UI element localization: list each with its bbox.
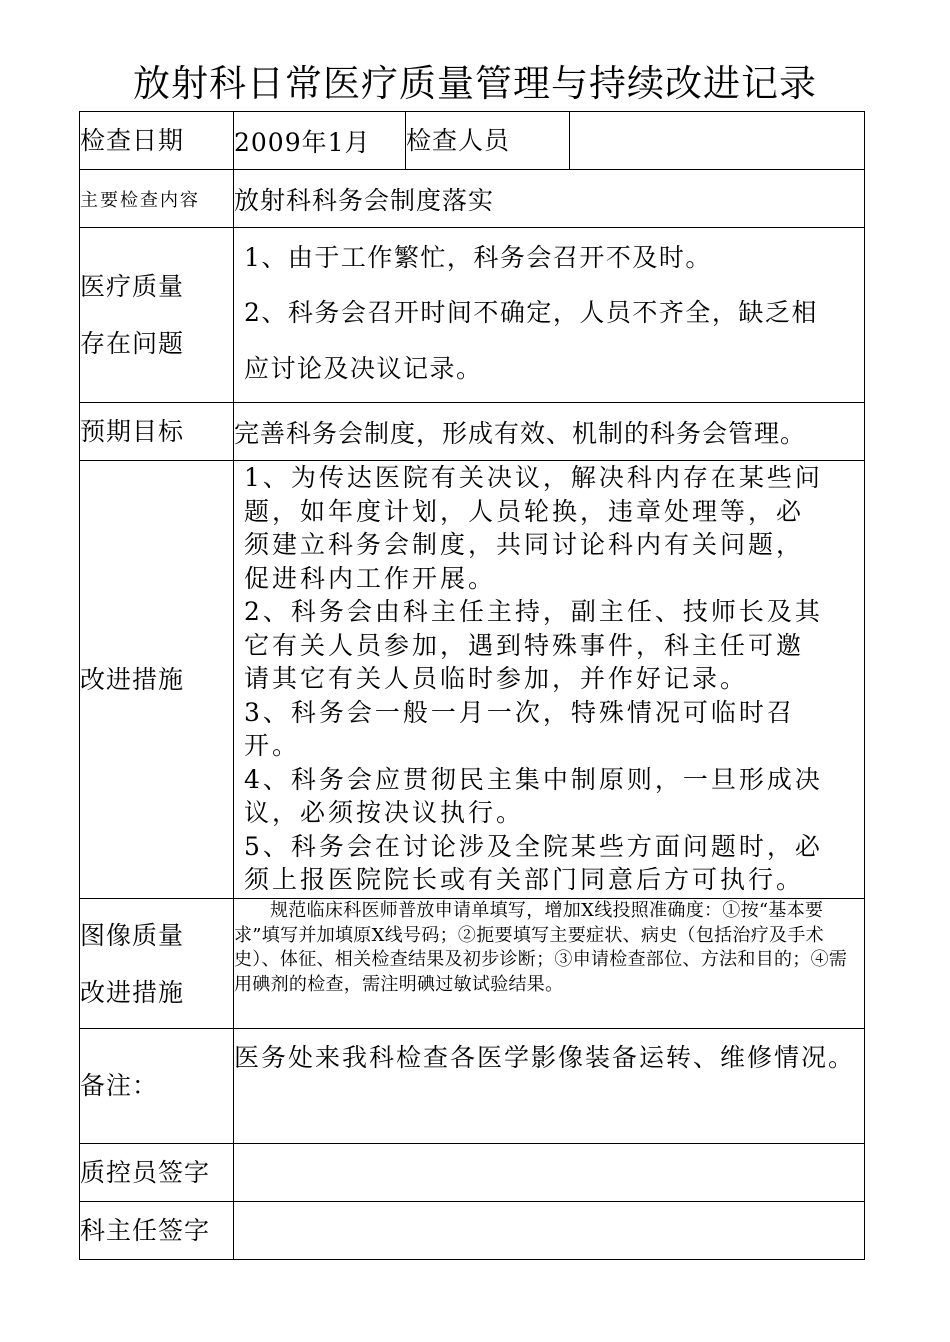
issue-line: 1、由于工作繁忙，科务会召开不及时。 — [244, 243, 712, 272]
row-main-content — [80, 170, 865, 228]
qc-sign-label: 质控员签字 — [80, 1144, 234, 1202]
measure-line: 1、为传达医院有关决议，解决科内存在某些问 — [244, 463, 823, 492]
measure-line: 请其它有关人员临时参加，并作好记录。 — [244, 664, 749, 693]
issues-label-line2: 存在问题 — [80, 329, 185, 358]
row-issues — [80, 228, 865, 403]
measure-line: 它有关人员参加，遇到特殊事件，科主任可邀 — [244, 630, 805, 660]
goal-label: 预期目标 — [80, 403, 234, 461]
row-remarks — [80, 1029, 865, 1144]
main-content-label: 主要检查内容 — [80, 170, 234, 228]
measure-line: 2、科务会由科主任主持，副主任、技师长及其 — [244, 597, 823, 626]
measure-line: 4、科务会应贯彻民主集中制原则，一旦形成决 — [244, 764, 823, 794]
measure-line: 促进科内工作开展。 — [244, 563, 497, 593]
issue-line: 应讨论及决议记录。 — [244, 354, 483, 383]
qc-sign-value[interactable] — [234, 1144, 865, 1202]
inspector-label: 检查人员 — [406, 112, 570, 170]
check-date-label: 检查日期 — [80, 112, 234, 170]
row-director-sign — [80, 1202, 865, 1260]
remarks-value[interactable]: 医务处来我科检查各医学影像装备运转、维修情况。 — [234, 1029, 865, 1144]
director-sign-value[interactable] — [234, 1202, 865, 1260]
issues-label-line1: 医疗质量 — [80, 272, 185, 301]
measure-line: 3、科务会一般一月一次，特殊情况可临时召 — [244, 697, 795, 727]
image-quality-label-line2: 改进措施 — [80, 977, 185, 1007]
row-qc-sign — [80, 1144, 865, 1202]
main-content-value[interactable]: 放射科科务会制度落实 — [234, 170, 865, 228]
measure-line: 5、科务会在讨论涉及全院某些方面问题时，必 — [244, 831, 823, 861]
director-sign-label: 科主任签字 — [80, 1202, 234, 1260]
check-date-value[interactable]: 2009年1月 — [234, 112, 406, 170]
issues-value[interactable] — [234, 228, 865, 403]
measure-line: 须上报医院院长或有关部门同意后方可执行。 — [244, 865, 805, 894]
measure-line: 议，必须按决议执行。 — [244, 798, 525, 827]
image-quality-label-line1: 图像质量 — [80, 920, 185, 950]
measure-line: 开。 — [244, 731, 301, 760]
issue-line: 2、科务会召开时间不确定，人员不齐全，缺乏相 — [244, 298, 818, 327]
row-goal — [80, 403, 865, 461]
image-quality-value[interactable]: 规范临床科医师普放申请单填写，增加X线投照准确度：①按“基本要求”填写并加填原X线号码；②扼要填写主要症状、病史（包括治疗及手术史）、体征、相关检查结果及初步诊断；③申请检查部位、方法和目的；④需用碘剂的检查，需注明碘过敏试验结果。 — [234, 899, 865, 1029]
row-image-quality — [80, 899, 865, 1029]
measures-value[interactable] — [234, 461, 865, 899]
measure-line: 题，如年度计划，人员轮换，违章处理等，必 — [244, 496, 805, 526]
remarks-label: 备注： — [80, 1029, 234, 1144]
issues-label — [80, 228, 234, 403]
page-title: 放射科日常医疗质量管理与持续改进记录 — [133, 62, 817, 105]
row-measures — [80, 461, 865, 899]
goal-value[interactable]: 完善科务会制度，形成有效、机制的科务会管理。 — [234, 403, 865, 461]
row-check-date — [80, 112, 865, 170]
image-quality-label — [80, 899, 234, 1029]
measures-label: 改进措施 — [80, 461, 234, 899]
measure-line: 须建立科务会制度，共同讨论科内有关问题， — [244, 530, 805, 559]
quality-record-table — [79, 111, 865, 1260]
inspector-value[interactable] — [570, 112, 865, 170]
